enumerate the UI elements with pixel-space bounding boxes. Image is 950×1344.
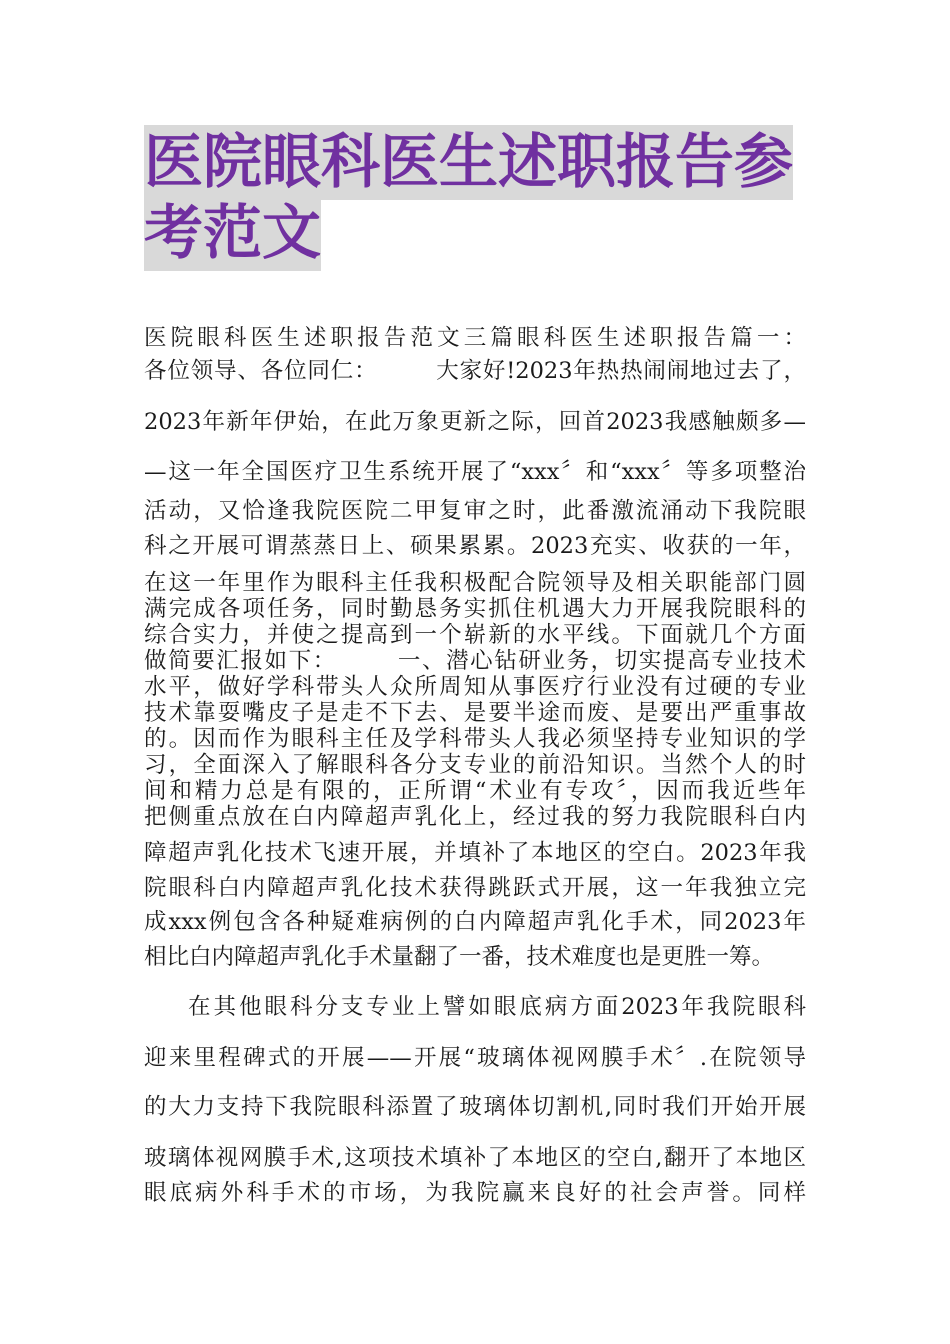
body-line: 满完成各项任务，同时勤恳务实抓住机遇大力开展我院眼科的 — [144, 596, 806, 622]
body-line: 科之开展可谓蒸蒸日上、硕果累累。2023充实、收获的一年， — [144, 533, 806, 559]
body-line: 迎来里程碑式的开展——开展“玻璃体视网膜手术〞.在院领导 — [144, 1045, 806, 1071]
body-line: 障超声乳化技术飞速开展，并填补了本地区的空白。2023年我 — [144, 840, 806, 866]
body-line: 综合实力，并使之提高到一个崭新的水平线。下面就几个方面 — [144, 622, 806, 648]
body-line: 2023年新年伊始，在此万象更新之际，回首2023我感触颇多— — [144, 409, 806, 435]
body-line: —这一年全国医疗卫生系统开展了“xxx〞和“xxx〞等多项整治 — [144, 459, 806, 485]
body-line: 相比白内障超声乳化手术量翻了一番，技术难度也是更胜一筹。 — [144, 944, 775, 970]
body-line: 的大力支持下我院眼科添置了玻璃体切割机,同时我们开始开展 — [144, 1094, 806, 1120]
document-title — [144, 126, 814, 268]
body-line: 眼底病外科手术的市场，为我院赢来良好的社会声誉。同样 — [144, 1180, 806, 1206]
body-line: 习，全面深入了解眼科各分支专业的前沿知识。当然个人的时 — [144, 752, 806, 778]
body-line: 活动，又恰逢我院医院二甲复审之时，此番激流涌动下我院眼 — [144, 498, 806, 524]
body-line: 医院眼科医生述职报告范文三篇眼科医生述职报告篇一： — [144, 325, 806, 351]
body-line: 院眼科白内障超声乳化技术获得跳跃式开展，这一年我独立完 — [144, 875, 806, 901]
body-line: 间和精力总是有限的，正所谓“术业有专攻〞，因而我近些年 — [144, 778, 806, 804]
body-line: 在其他眼科分支专业上譬如眼底病方面2023年我院眼科 — [188, 994, 806, 1020]
document-title-text: 医院眼科医生述职报告参考范文 — [144, 125, 793, 271]
body-line: 玻璃体视网膜手术,这项技术填补了本地区的空白,翻开了本地区 — [144, 1145, 806, 1171]
body-line: 做简要汇报如下： 一、潜心钻研业务，切实提高专业技术 — [144, 648, 806, 674]
body-line: 把侧重点放在白内障超声乳化上，经过我的努力我院眼科白内 — [144, 804, 806, 830]
body-line: 技术靠耍嘴皮子是走不下去、是要半途而废、是要出严重事故 — [144, 700, 806, 726]
body-line: 水平，做好学科带头人众所周知从事医疗行业没有过硬的专业 — [144, 674, 806, 700]
body-line: 各位领导、各位同仁： 大家好!2023年热热闹闹地过去了， — [144, 358, 806, 384]
body-line: 的。因而作为眼科主任及学科带头人我必须坚持专业知识的学 — [144, 726, 806, 752]
body-line: 成xxx例包含各种疑难病例的白内障超声乳化手术，同2023年 — [144, 909, 806, 935]
body-line: 在这一年里作为眼科主任我积极配合院领导及相关职能部门圆 — [144, 570, 806, 596]
